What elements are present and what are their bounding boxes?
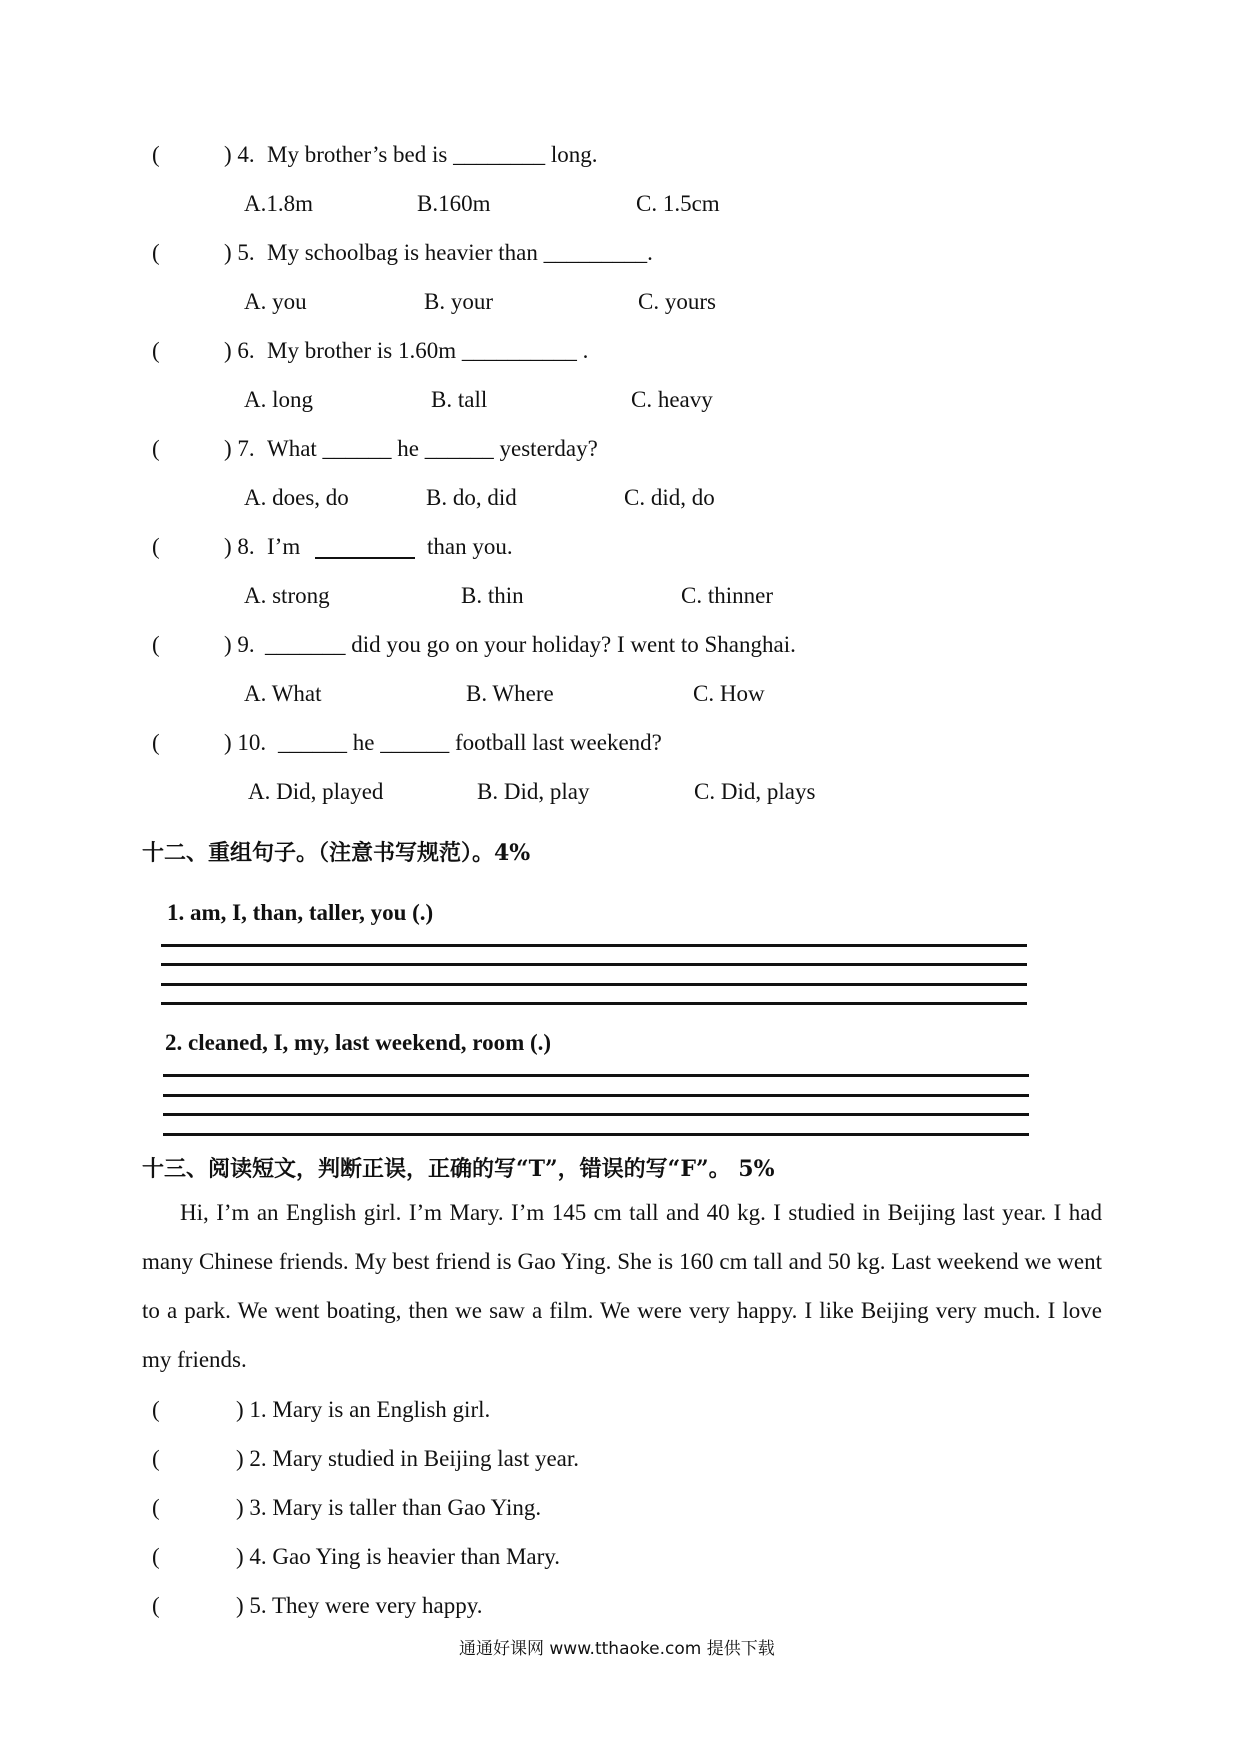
option-c: C. Did, plays	[694, 779, 816, 804]
question-number: ) 7.	[224, 436, 255, 461]
question-number: ) 8.	[224, 534, 255, 559]
question-number: ) 10.	[224, 730, 267, 755]
option-b: B. Where	[466, 681, 554, 706]
question-number: ) 4.	[224, 142, 255, 167]
answer-paren[interactable]: (	[152, 1397, 160, 1422]
answer-paren[interactable]: (	[152, 1544, 160, 1569]
passage-text: Hi, I’m an English girl. I’m Mary. I’m 145 cm tall and 40 kg. I studied in Beijing last year. I had many Chinese friends. My best friend is Gao Ying. She is 160 cm tall and 50 kg. Last weekend we went to a park. We went boating, then we saw a film. We were very happy. I like Beijing very much. I love my friends.	[142, 1200, 1102, 1372]
option-a: A. What	[244, 681, 322, 706]
question-stem: What ______ he ______ yesterday?	[267, 436, 598, 461]
option-b: B.160m	[417, 191, 491, 216]
reorder-question-1: 1. am, I, than, taller, you (.)	[167, 900, 434, 925]
answer-paren[interactable]: (	[152, 632, 160, 657]
answer-paren[interactable]: (	[152, 1495, 160, 1520]
section-title: 十二、重组句子。（注意书写规范）。4%	[142, 840, 531, 866]
answer-paren[interactable]: (	[152, 338, 160, 363]
option-c: C. How	[693, 681, 765, 706]
writing-line	[161, 963, 1027, 966]
section-title: 十三、阅读短文，判断正误，正确的写“T”，错误的写“F”。 5%	[142, 1156, 775, 1182]
question-stem: _______ did you go on your holiday? I went to Shanghai.	[265, 632, 796, 657]
reorder-question-2: 2. cleaned, I, my, last weekend, room (.)	[165, 1030, 552, 1055]
option-a: A.1.8m	[244, 191, 313, 216]
option-c: C. thinner	[681, 583, 773, 608]
option-c: C. yours	[638, 289, 716, 314]
answer-paren[interactable]: (	[152, 142, 160, 167]
option-a: A. does, do	[244, 485, 349, 510]
answer-paren[interactable]: (	[152, 1446, 160, 1471]
question-number: ) 9.	[224, 632, 255, 657]
writing-line	[161, 983, 1027, 986]
question-stem-before: I’m	[267, 534, 301, 559]
writing-line	[163, 1074, 1029, 1077]
writing-line	[163, 1094, 1029, 1097]
statement-text: ) 3. Mary is taller than Gao Ying.	[236, 1495, 542, 1520]
writing-line	[161, 1002, 1027, 1005]
reading-passage	[142, 1188, 1102, 1384]
statement-text: ) 1. Mary is an English girl.	[236, 1397, 491, 1422]
answer-paren[interactable]: (	[152, 1593, 160, 1618]
writing-line	[163, 1133, 1029, 1136]
question-stem: My brother’s bed is ________ long.	[267, 142, 598, 167]
statement-text: ) 4. Gao Ying is heavier than Mary.	[236, 1544, 561, 1569]
option-b: B. your	[424, 289, 493, 314]
answer-paren[interactable]: (	[152, 436, 160, 461]
statement-text: ) 5. They were very happy.	[236, 1593, 483, 1618]
answer-blank[interactable]	[315, 557, 415, 559]
option-c: C. 1.5cm	[636, 191, 720, 216]
writing-line	[161, 944, 1027, 947]
question-number: ) 6.	[224, 338, 255, 363]
question-stem: My schoolbag is heavier than _________.	[267, 240, 653, 265]
option-b: B. do, did	[426, 485, 517, 510]
page-footer: 通通好课网 www.tthaoke.com 提供下载	[459, 1639, 775, 1659]
answer-paren[interactable]: (	[152, 240, 160, 265]
option-a: A. you	[244, 289, 307, 314]
question-number: ) 5.	[224, 240, 255, 265]
option-a: A. long	[244, 387, 313, 412]
question-stem-after: than you.	[427, 534, 513, 559]
option-b: B. thin	[461, 583, 524, 608]
answer-paren[interactable]: (	[152, 534, 160, 559]
question-stem: ______ he ______ football last weekend?	[278, 730, 662, 755]
option-b: B. Did, play	[477, 779, 590, 804]
option-a: A. Did, played	[248, 779, 384, 804]
option-a: A. strong	[244, 583, 330, 608]
statement-text: ) 2. Mary studied in Beijing last year.	[236, 1446, 580, 1471]
writing-line	[163, 1113, 1029, 1116]
option-c: C. heavy	[631, 387, 713, 412]
question-stem: My brother is 1.60m __________ .	[267, 338, 589, 363]
option-c: C. did, do	[624, 485, 715, 510]
option-b: B. tall	[431, 387, 488, 412]
answer-paren[interactable]: (	[152, 730, 160, 755]
